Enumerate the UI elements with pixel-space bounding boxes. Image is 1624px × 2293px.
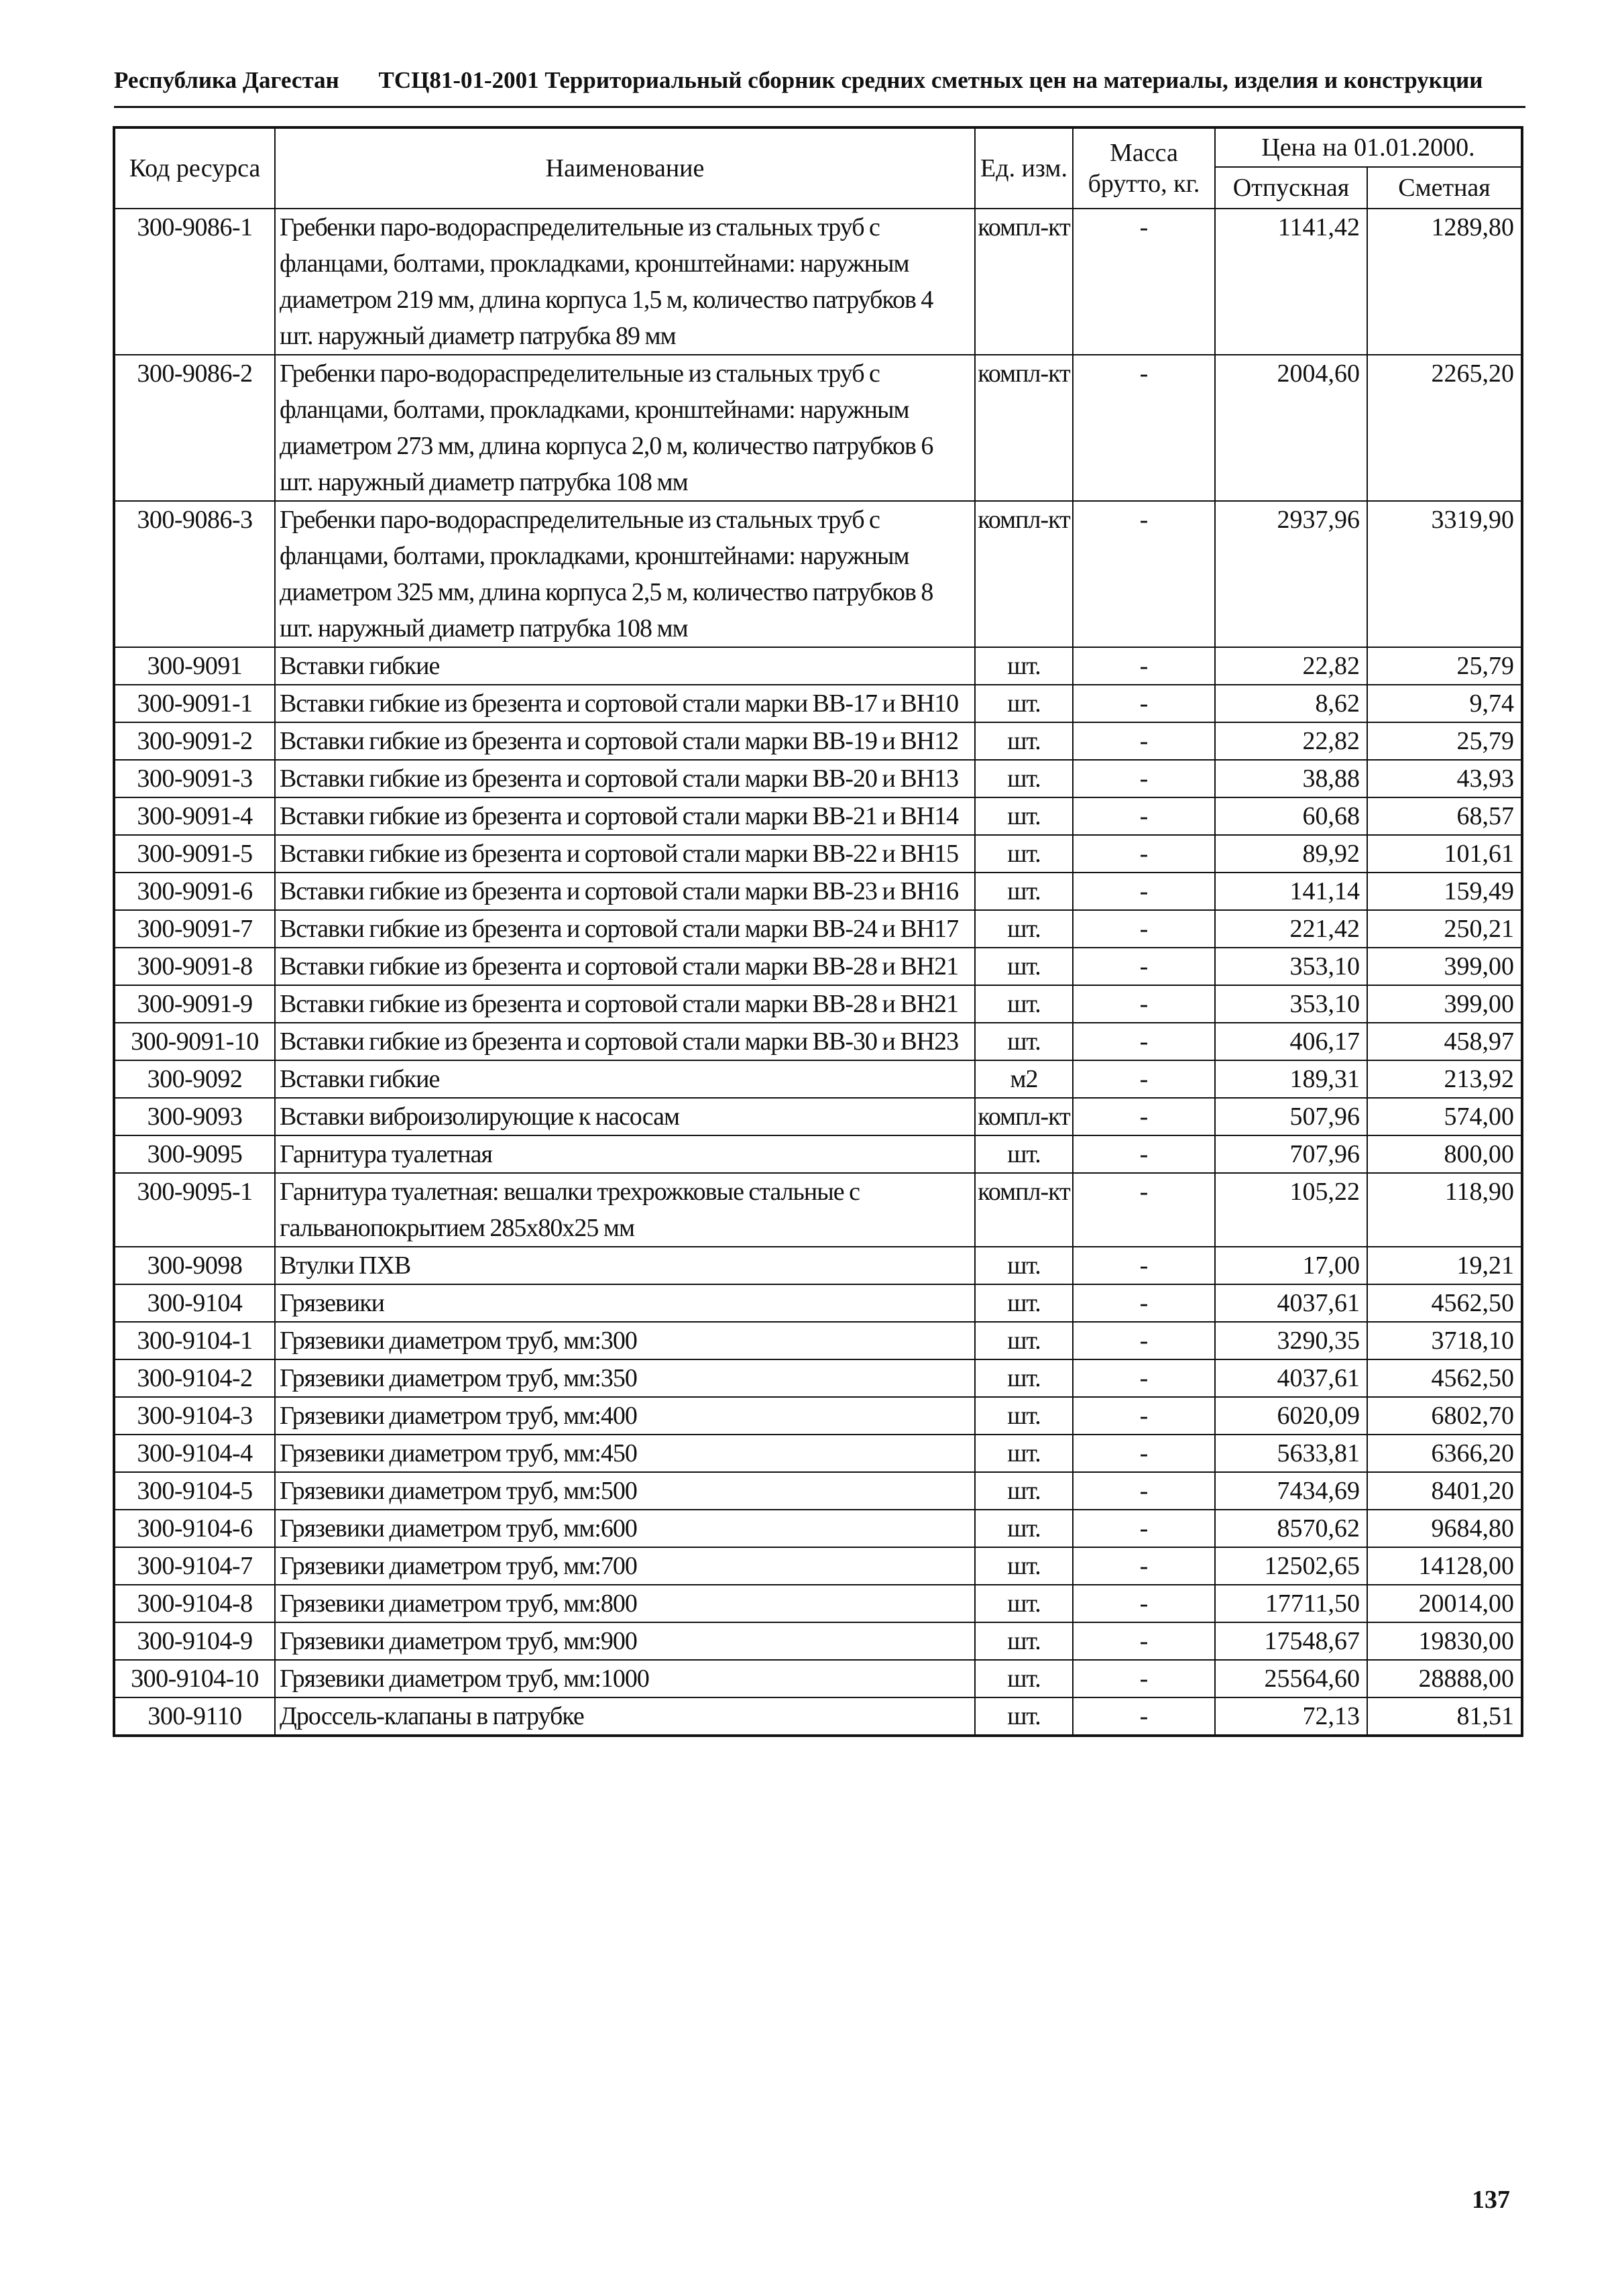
- price-estimate-cell: 28888,00: [1367, 1660, 1522, 1697]
- item-name-cell: Вставки гибкие из брезента и сортовой стали марки ВВ-28 и ВН21: [275, 985, 975, 1023]
- item-name-cell: Гарнитура туалетная: вешалки трехрожковые стальные с гальванопокрытием 285х80х25 мм: [275, 1173, 975, 1247]
- price-release-cell: 38,88: [1215, 760, 1367, 797]
- mass-cell: -: [1073, 1060, 1215, 1098]
- column-header-name: Наименование: [275, 127, 975, 209]
- mass-cell: -: [1073, 1472, 1215, 1510]
- price-estimate-cell: 4562,50: [1367, 1359, 1522, 1397]
- price-estimate-cell: 81,51: [1367, 1697, 1522, 1736]
- unit-cell: компл-кт: [975, 501, 1073, 647]
- column-header-code: Код ресурса: [114, 127, 275, 209]
- price-release-cell: 5633,81: [1215, 1435, 1367, 1472]
- price-release-cell: 221,42: [1215, 910, 1367, 948]
- price-estimate-cell: 159,49: [1367, 873, 1522, 910]
- item-name-cell: Грязевики диаметром труб, мм:1000: [275, 1660, 975, 1697]
- resource-code-cell: 300-9091-5: [114, 835, 275, 873]
- item-name-cell: Грязевики диаметром труб, мм:450: [275, 1435, 975, 1472]
- unit-cell: м2: [975, 1060, 1073, 1098]
- item-name-cell: Вставки виброизолирующие к насосам: [275, 1098, 975, 1135]
- mass-cell: -: [1073, 910, 1215, 948]
- header-divider: [114, 106, 1525, 108]
- table-row: [114, 1284, 1522, 1322]
- price-table: [113, 126, 1523, 1737]
- table-row: [114, 1359, 1522, 1397]
- price-release-cell: 12502,65: [1215, 1547, 1367, 1585]
- unit-cell: шт.: [975, 1697, 1073, 1736]
- item-name-cell: Вставки гибкие из брезента и сортовой стали марки ВВ-17 и ВН10: [275, 685, 975, 722]
- resource-code-cell: 300-9093: [114, 1098, 275, 1135]
- item-name-cell: Вставки гибкие: [275, 1060, 975, 1098]
- price-estimate-cell: 574,00: [1367, 1098, 1522, 1135]
- table-row: [114, 1585, 1522, 1622]
- item-name-cell: Гребенки паро-водораспределительные из стальных труб с фланцами, болтами, прокладками, кронштейнами: наружным диаметром 325 мм, длина корпуса 2,5 м, количество патрубков 8 шт. наружный диаметр патрубка 108 мм: [275, 501, 975, 647]
- price-estimate-cell: 25,79: [1367, 647, 1522, 685]
- resource-code-cell: 300-9086-2: [114, 355, 275, 501]
- item-name-cell: Вставки гибкие из брезента и сортовой стали марки ВВ-19 и ВН12: [275, 722, 975, 760]
- resource-code-cell: 300-9104-4: [114, 1435, 275, 1472]
- item-name-cell: Грязевики диаметром труб, мм:500: [275, 1472, 975, 1510]
- table-row: [114, 1622, 1522, 1660]
- item-name-cell: Вставки гибкие из брезента и сортовой стали марки ВВ-30 и ВН23: [275, 1023, 975, 1060]
- column-header-unit: Ед. изм.: [975, 127, 1073, 209]
- price-estimate-cell: 43,93: [1367, 760, 1522, 797]
- price-estimate-cell: 19,21: [1367, 1247, 1522, 1284]
- region-label: Республика Дагестан: [114, 67, 339, 93]
- price-release-cell: 89,92: [1215, 835, 1367, 873]
- table-row: [114, 1472, 1522, 1510]
- resource-code-cell: 300-9092: [114, 1060, 275, 1098]
- price-estimate-cell: 9684,80: [1367, 1510, 1522, 1547]
- resource-code-cell: 300-9110: [114, 1697, 275, 1736]
- resource-code-cell: 300-9091: [114, 647, 275, 685]
- price-estimate-cell: 2265,20: [1367, 355, 1522, 501]
- unit-cell: шт.: [975, 1322, 1073, 1359]
- price-estimate-cell: 4562,50: [1367, 1284, 1522, 1322]
- price-release-cell: 60,68: [1215, 797, 1367, 835]
- resource-code-cell: 300-9104-1: [114, 1322, 275, 1359]
- mass-cell: -: [1073, 1135, 1215, 1173]
- table-row: [114, 948, 1522, 985]
- mass-cell: -: [1073, 1547, 1215, 1585]
- column-header-price-group: Цена на 01.01.2000.: [1215, 127, 1522, 167]
- price-estimate-cell: 399,00: [1367, 948, 1522, 985]
- mass-cell: -: [1073, 501, 1215, 647]
- table-row: [114, 1397, 1522, 1435]
- unit-cell: шт.: [975, 873, 1073, 910]
- mass-cell: -: [1073, 1359, 1215, 1397]
- table-row: [114, 1322, 1522, 1359]
- item-name-cell: Вставки гибкие из брезента и сортовой стали марки ВВ-24 и ВН17: [275, 910, 975, 948]
- resource-code-cell: 300-9091-1: [114, 685, 275, 722]
- price-release-cell: 507,96: [1215, 1098, 1367, 1135]
- table-row: [114, 1435, 1522, 1472]
- unit-cell: компл-кт: [975, 209, 1073, 355]
- column-header-price-estimate: Сметная: [1367, 167, 1522, 209]
- unit-cell: компл-кт: [975, 1173, 1073, 1247]
- price-release-cell: 17,00: [1215, 1247, 1367, 1284]
- price-release-cell: 22,82: [1215, 722, 1367, 760]
- unit-cell: шт.: [975, 647, 1073, 685]
- table-row: [114, 1098, 1522, 1135]
- resource-code-cell: 300-9098: [114, 1247, 275, 1284]
- unit-cell: шт.: [975, 1660, 1073, 1697]
- item-name-cell: Грязевики диаметром труб, мм:900: [275, 1622, 975, 1660]
- mass-cell: -: [1073, 985, 1215, 1023]
- mass-cell: -: [1073, 1173, 1215, 1247]
- mass-cell: -: [1073, 355, 1215, 501]
- page-number: 137: [1472, 2186, 1510, 2214]
- unit-cell: шт.: [975, 685, 1073, 722]
- item-name-cell: Грязевики диаметром труб, мм:600: [275, 1510, 975, 1547]
- unit-cell: шт.: [975, 1397, 1073, 1435]
- table-row: [114, 835, 1522, 873]
- price-release-cell: 3290,35: [1215, 1322, 1367, 1359]
- price-estimate-cell: 6366,20: [1367, 1435, 1522, 1472]
- resource-code-cell: 300-9095: [114, 1135, 275, 1173]
- price-release-cell: 72,13: [1215, 1697, 1367, 1736]
- resource-code-cell: 300-9086-3: [114, 501, 275, 647]
- table-row: [114, 501, 1522, 647]
- mass-cell: -: [1073, 835, 1215, 873]
- table-row: [114, 1247, 1522, 1284]
- resource-code-cell: 300-9095-1: [114, 1173, 275, 1247]
- item-name-cell: Вставки гибкие из брезента и сортовой стали марки ВВ-22 и ВН15: [275, 835, 975, 873]
- item-name-cell: Втулки ПХВ: [275, 1247, 975, 1284]
- unit-cell: шт.: [975, 1359, 1073, 1397]
- resource-code-cell: 300-9104-10: [114, 1660, 275, 1697]
- price-release-cell: 6020,09: [1215, 1397, 1367, 1435]
- price-estimate-cell: 101,61: [1367, 835, 1522, 873]
- item-name-cell: Вставки гибкие из брезента и сортовой стали марки ВВ-23 и ВН16: [275, 873, 975, 910]
- mass-cell: -: [1073, 1622, 1215, 1660]
- price-release-cell: 8,62: [1215, 685, 1367, 722]
- table-row: [114, 985, 1522, 1023]
- mass-cell: -: [1073, 873, 1215, 910]
- unit-cell: шт.: [975, 797, 1073, 835]
- price-estimate-cell: 68,57: [1367, 797, 1522, 835]
- unit-cell: шт.: [975, 835, 1073, 873]
- unit-cell: шт.: [975, 722, 1073, 760]
- mass-cell: -: [1073, 1585, 1215, 1622]
- price-release-cell: 141,14: [1215, 873, 1367, 910]
- unit-cell: шт.: [975, 1435, 1073, 1472]
- item-name-cell: Грязевики диаметром труб, мм:350: [275, 1359, 975, 1397]
- unit-cell: компл-кт: [975, 355, 1073, 501]
- table-row: [114, 722, 1522, 760]
- price-estimate-cell: 458,97: [1367, 1023, 1522, 1060]
- price-estimate-cell: 1289,80: [1367, 209, 1522, 355]
- price-estimate-cell: 8401,20: [1367, 1472, 1522, 1510]
- resource-code-cell: 300-9104: [114, 1284, 275, 1322]
- unit-cell: шт.: [975, 1622, 1073, 1660]
- mass-cell: -: [1073, 948, 1215, 985]
- price-estimate-cell: 25,79: [1367, 722, 1522, 760]
- resource-code-cell: 300-9091-7: [114, 910, 275, 948]
- table-row: [114, 685, 1522, 722]
- resource-code-cell: 300-9104-5: [114, 1472, 275, 1510]
- unit-cell: шт.: [975, 1510, 1073, 1547]
- item-name-cell: Грязевики диаметром труб, мм:700: [275, 1547, 975, 1585]
- mass-cell: -: [1073, 1697, 1215, 1736]
- mass-cell: -: [1073, 797, 1215, 835]
- unit-cell: шт.: [975, 760, 1073, 797]
- item-name-cell: Вставки гибкие из брезента и сортовой стали марки ВВ-21 и ВН14: [275, 797, 975, 835]
- resource-code-cell: 300-9091-3: [114, 760, 275, 797]
- price-estimate-cell: 9,74: [1367, 685, 1522, 722]
- resource-code-cell: 300-9104-8: [114, 1585, 275, 1622]
- table-row: [114, 1060, 1522, 1098]
- price-estimate-cell: 213,92: [1367, 1060, 1522, 1098]
- item-name-cell: Гарнитура туалетная: [275, 1135, 975, 1173]
- price-release-cell: 406,17: [1215, 1023, 1367, 1060]
- page-header: [114, 67, 1529, 94]
- mass-cell: -: [1073, 1247, 1215, 1284]
- table-row: [114, 1023, 1522, 1060]
- price-release-cell: 7434,69: [1215, 1472, 1367, 1510]
- resource-code-cell: 300-9091-8: [114, 948, 275, 985]
- price-table-container: [113, 126, 1521, 1737]
- price-estimate-cell: 250,21: [1367, 910, 1522, 948]
- item-name-cell: Дроссель-клапаны в патрубке: [275, 1697, 975, 1736]
- mass-cell: -: [1073, 1322, 1215, 1359]
- item-name-cell: Гребенки паро-водораспределительные из стальных труб с фланцами, болтами, прокладками, кронштейнами: наружным диаметром 273 мм, длина корпуса 2,0 м, количество патрубков 6 шт. наружный диаметр патрубка 108 мм: [275, 355, 975, 501]
- mass-cell: -: [1073, 1098, 1215, 1135]
- item-name-cell: Грязевики диаметром труб, мм:300: [275, 1322, 975, 1359]
- table-row: [114, 760, 1522, 797]
- resource-code-cell: 300-9104-2: [114, 1359, 275, 1397]
- mass-cell: -: [1073, 760, 1215, 797]
- price-estimate-cell: 3319,90: [1367, 501, 1522, 647]
- price-release-cell: 353,10: [1215, 985, 1367, 1023]
- price-estimate-cell: 3718,10: [1367, 1322, 1522, 1359]
- table-row: [114, 1697, 1522, 1736]
- unit-cell: шт.: [975, 1284, 1073, 1322]
- resource-code-cell: 300-9091-6: [114, 873, 275, 910]
- table-row: [114, 1660, 1522, 1697]
- item-name-cell: Вставки гибкие из брезента и сортовой стали марки ВВ-20 и ВН13: [275, 760, 975, 797]
- table-row: [114, 910, 1522, 948]
- mass-cell: -: [1073, 1660, 1215, 1697]
- item-name-cell: Грязевики диаметром труб, мм:800: [275, 1585, 975, 1622]
- resource-code-cell: 300-9091-4: [114, 797, 275, 835]
- price-estimate-cell: 399,00: [1367, 985, 1522, 1023]
- table-row: [114, 647, 1522, 685]
- price-estimate-cell: 800,00: [1367, 1135, 1522, 1173]
- table-row: [114, 1510, 1522, 1547]
- mass-cell: -: [1073, 685, 1215, 722]
- resource-code-cell: 300-9104-7: [114, 1547, 275, 1585]
- price-release-cell: 4037,61: [1215, 1284, 1367, 1322]
- mass-cell: -: [1073, 722, 1215, 760]
- price-release-cell: 17548,67: [1215, 1622, 1367, 1660]
- price-estimate-cell: 6802,70: [1367, 1397, 1522, 1435]
- resource-code-cell: 300-9104-9: [114, 1622, 275, 1660]
- price-release-cell: 2004,60: [1215, 355, 1367, 501]
- table-row: [114, 1135, 1522, 1173]
- unit-cell: шт.: [975, 1023, 1073, 1060]
- price-release-cell: 2937,96: [1215, 501, 1367, 647]
- unit-cell: шт.: [975, 910, 1073, 948]
- item-name-cell: Гребенки паро-водораспределительные из стальных труб с фланцами, болтами, прокладками, кронштейнами: наружным диаметром 219 мм, длина корпуса 1,5 м, количество патрубков 4 шт. наружный диаметр патрубка 89 мм: [275, 209, 975, 355]
- table-row: [114, 209, 1522, 355]
- column-header-mass: Масса брутто, кг.: [1073, 127, 1215, 209]
- price-release-cell: 4037,61: [1215, 1359, 1367, 1397]
- mass-cell: -: [1073, 1397, 1215, 1435]
- resource-code-cell: 300-9091-9: [114, 985, 275, 1023]
- table-row: [114, 797, 1522, 835]
- price-release-cell: 8570,62: [1215, 1510, 1367, 1547]
- mass-cell: -: [1073, 647, 1215, 685]
- mass-cell: -: [1073, 1510, 1215, 1547]
- resource-code-cell: 300-9091-2: [114, 722, 275, 760]
- item-name-cell: Грязевики диаметром труб, мм:400: [275, 1397, 975, 1435]
- price-estimate-cell: 118,90: [1367, 1173, 1522, 1247]
- price-estimate-cell: 20014,00: [1367, 1585, 1522, 1622]
- item-name-cell: Вставки гибкие из брезента и сортовой стали марки ВВ-28 и ВН21: [275, 948, 975, 985]
- price-release-cell: 189,31: [1215, 1060, 1367, 1098]
- mass-cell: -: [1073, 209, 1215, 355]
- unit-cell: шт.: [975, 1585, 1073, 1622]
- price-release-cell: 105,22: [1215, 1173, 1367, 1247]
- unit-cell: шт.: [975, 1135, 1073, 1173]
- collection-title: ТСЦ81-01-2001 Территориальный сборник средних сметных цен на материалы, изделия и конструкции: [378, 67, 1483, 93]
- price-estimate-cell: 14128,00: [1367, 1547, 1522, 1585]
- table-row: [114, 1173, 1522, 1247]
- mass-cell: -: [1073, 1435, 1215, 1472]
- unit-cell: шт.: [975, 1247, 1073, 1284]
- mass-cell: -: [1073, 1284, 1215, 1322]
- unit-cell: шт.: [975, 1547, 1073, 1585]
- price-release-cell: 25564,60: [1215, 1660, 1367, 1697]
- price-estimate-cell: 19830,00: [1367, 1622, 1522, 1660]
- unit-cell: шт.: [975, 948, 1073, 985]
- unit-cell: шт.: [975, 1472, 1073, 1510]
- unit-cell: шт.: [975, 985, 1073, 1023]
- table-row: [114, 873, 1522, 910]
- price-release-cell: 17711,50: [1215, 1585, 1367, 1622]
- price-release-cell: 22,82: [1215, 647, 1367, 685]
- table-body: [114, 209, 1522, 1736]
- resource-code-cell: 300-9104-6: [114, 1510, 275, 1547]
- mass-cell: -: [1073, 1023, 1215, 1060]
- resource-code-cell: 300-9086-1: [114, 209, 275, 355]
- table-row: [114, 1547, 1522, 1585]
- price-release-cell: 707,96: [1215, 1135, 1367, 1173]
- table-header: [114, 127, 1522, 209]
- unit-cell: компл-кт: [975, 1098, 1073, 1135]
- table-row: [114, 355, 1522, 501]
- item-name-cell: Вставки гибкие: [275, 647, 975, 685]
- resource-code-cell: 300-9091-10: [114, 1023, 275, 1060]
- price-release-cell: 1141,42: [1215, 209, 1367, 355]
- column-header-price-release: Отпускная: [1215, 167, 1367, 209]
- resource-code-cell: 300-9104-3: [114, 1397, 275, 1435]
- item-name-cell: Грязевики: [275, 1284, 975, 1322]
- price-release-cell: 353,10: [1215, 948, 1367, 985]
